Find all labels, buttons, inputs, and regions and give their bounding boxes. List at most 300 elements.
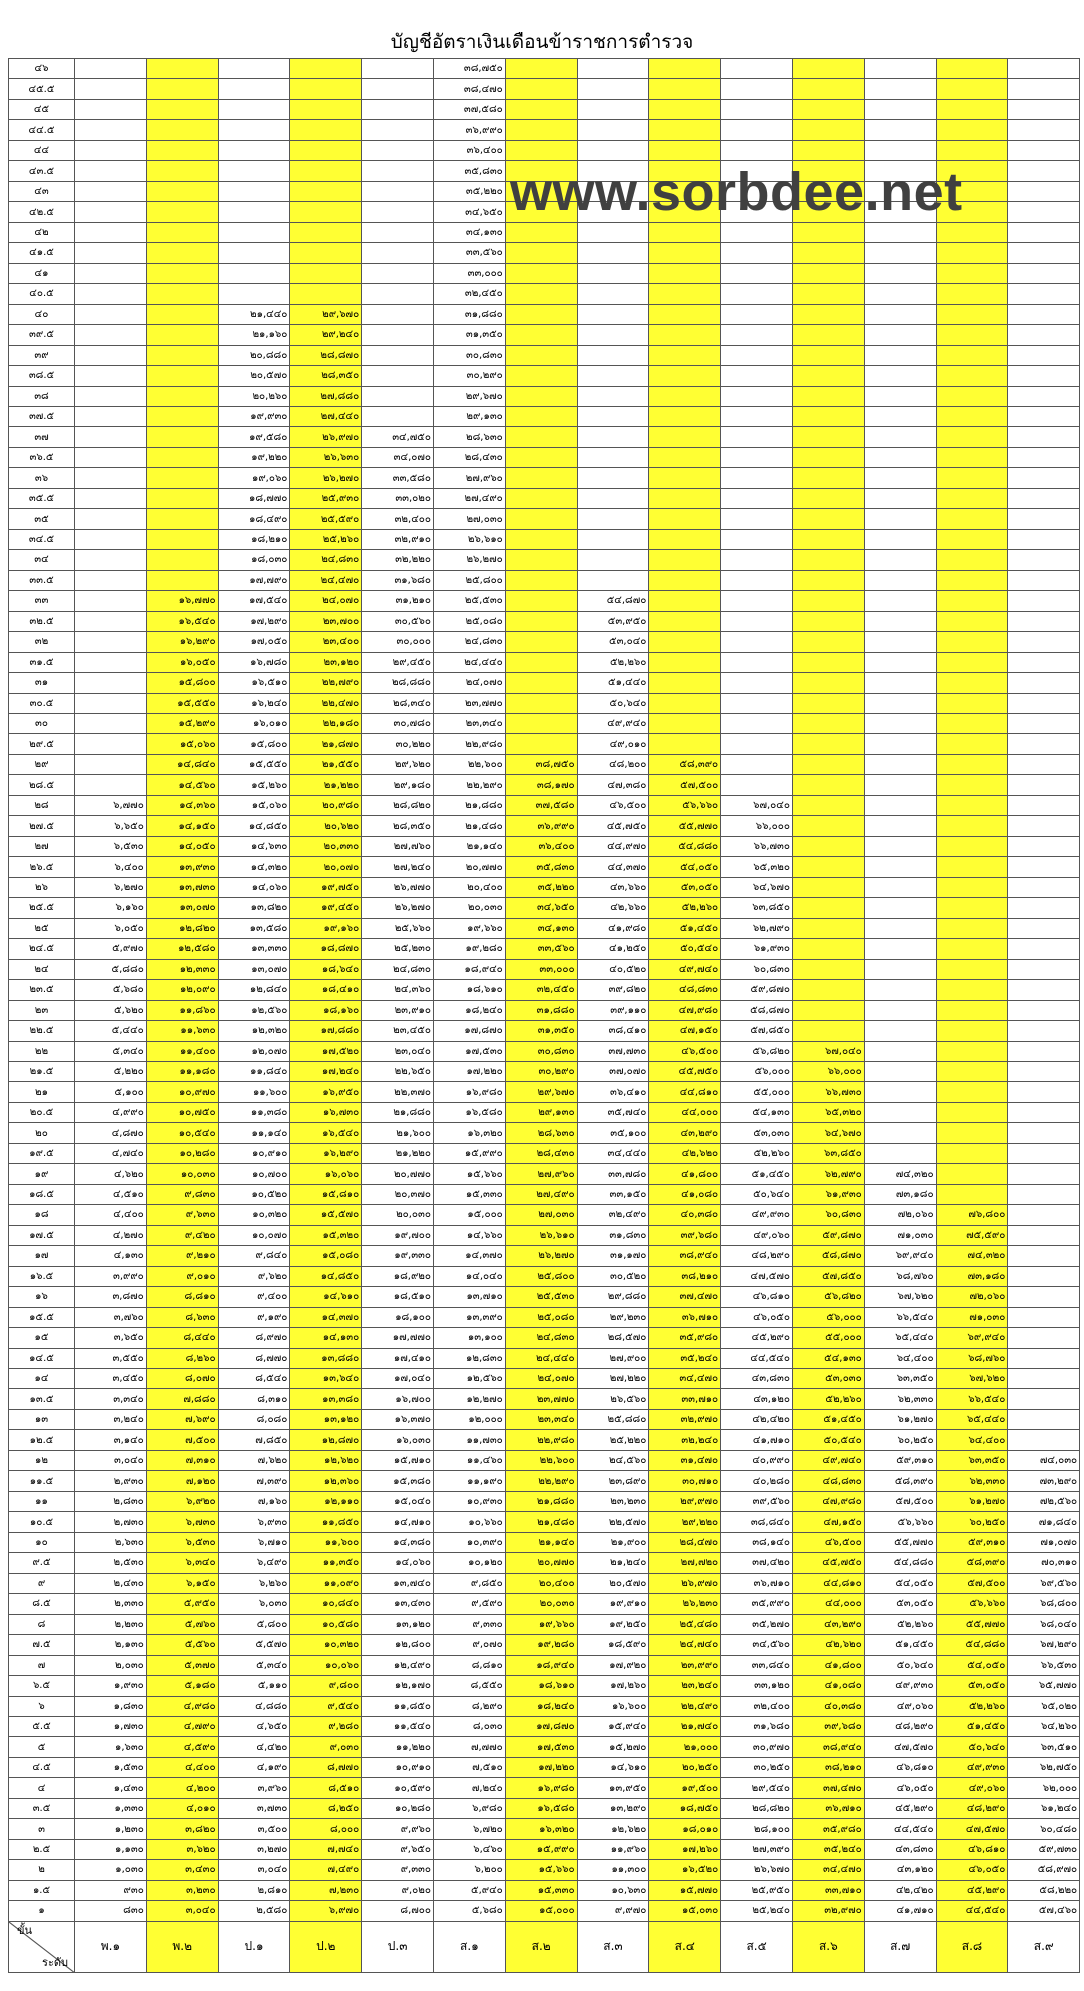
salary-cell: ๖,๗๒๐ — [433, 1819, 505, 1839]
salary-cell — [936, 1000, 1008, 1020]
salary-cell: ๑๐,๙๗๐ — [146, 1082, 218, 1102]
salary-cell — [649, 529, 721, 549]
salary-cell — [577, 386, 649, 406]
salary-cell: ๑๖,๐๑๐ — [218, 714, 290, 734]
salary-cell: ๑๕,๐๐๐ — [505, 1901, 577, 1921]
salary-cell: ๒๘,๓๕๐ — [362, 816, 434, 836]
salary-cell: ๑๒,๕๖๐ — [218, 1000, 290, 1020]
salary-cell — [936, 754, 1008, 774]
salary-cell: ๑๙,๒๕๐ — [577, 1614, 649, 1634]
step-cell: ๕ — [9, 1737, 75, 1757]
salary-cell: ๑๖,๕๑๐ — [218, 673, 290, 693]
salary-cell — [792, 120, 864, 140]
salary-cell: ๔,๘๘๐ — [218, 1696, 290, 1716]
salary-cell: ๓๖,๗๑๐ — [721, 1573, 793, 1593]
salary-cell: ๕,๖๘๐ — [433, 1901, 505, 1921]
salary-cell: ๗๒,๐๖๐ — [936, 1287, 1008, 1307]
salary-cell — [505, 79, 577, 99]
salary-cell: ๗๑,๐๓๐ — [864, 1225, 936, 1245]
salary-cell: ๓,๙๙๐ — [75, 1266, 147, 1286]
salary-cell — [577, 59, 649, 79]
salary-cell: ๓,๗๖๐ — [75, 1307, 147, 1327]
salary-cell: ๖๕,๓๒๐ — [792, 1102, 864, 1122]
salary-cell: ๑,๔๓๐ — [75, 1778, 147, 1798]
salary-cell: ๖๔,๒๖๐ — [1008, 1716, 1080, 1736]
salary-cell: ๑๕,๘๑๐ — [290, 1184, 362, 1204]
salary-cell — [721, 714, 793, 734]
salary-cell: ๔๓,๘๓๐ — [721, 1369, 793, 1389]
salary-cell — [864, 734, 936, 754]
salary-cell: ๓๑,๘๘๐ — [433, 304, 505, 324]
salary-cell: ๙,๒๑๐ — [146, 1246, 218, 1266]
salary-cell: ๓๓,๐๐๐ — [433, 263, 505, 283]
table-row — [9, 1880, 1080, 1900]
salary-cell — [146, 120, 218, 140]
step-cell: ๔๑.๕ — [9, 243, 75, 263]
salary-cell — [290, 140, 362, 160]
salary-cell — [792, 570, 864, 590]
salary-cell — [864, 714, 936, 734]
salary-cell — [864, 263, 936, 283]
salary-cell: ๖๖,๐๐๐ — [721, 816, 793, 836]
salary-cell — [936, 1123, 1008, 1143]
salary-cell: ๑๖,๐๕๐ — [146, 652, 218, 672]
table-row — [9, 1061, 1080, 1081]
salary-cell: ๑๕,๐๖๐ — [146, 734, 218, 754]
salary-cell — [721, 734, 793, 754]
salary-cell: ๕,๕๖๐ — [146, 1635, 218, 1655]
salary-cell — [1008, 1287, 1080, 1307]
salary-cell: ๓๕,๙๘๐ — [649, 1328, 721, 1348]
salary-cell: ๒๓,๙๙๐ — [649, 1655, 721, 1675]
salary-cell — [75, 570, 147, 590]
salary-cell: ๙๓๐ — [75, 1880, 147, 1900]
salary-cell: ๔๔,๓๗๐ — [577, 857, 649, 877]
salary-cell: ๓๔,๖๕๐ — [505, 898, 577, 918]
salary-cell: ๔๙,๐๖๐ — [721, 1225, 793, 1245]
salary-cell — [721, 693, 793, 713]
salary-cell: ๖,๕๓๐ — [146, 1532, 218, 1552]
salary-cell — [362, 386, 434, 406]
salary-cell: ๔๒,๔๒๐ — [721, 1409, 793, 1429]
salary-cell: ๑๓,๘๘๐ — [290, 1348, 362, 1368]
salary-cell — [1008, 939, 1080, 959]
salary-cell: ๕๒,๒๖๐ — [792, 1389, 864, 1409]
salary-cell: ๔๐,๙๙๐ — [721, 1450, 793, 1470]
salary-cell: ๗,๗๗๐ — [433, 1737, 505, 1757]
salary-cell: ๑๑,๘๕๐ — [290, 1512, 362, 1532]
step-cell: ๓ — [9, 1819, 75, 1839]
table-row — [9, 79, 1080, 99]
salary-cell: ๒๓,๐๔๐ — [362, 1041, 434, 1061]
salary-cell: ๑,๑๓๐ — [75, 1839, 147, 1859]
salary-cell: ๔๐,๓๘๐ — [649, 1205, 721, 1225]
salary-cell: ๒๘,๔๓๐ — [433, 447, 505, 467]
salary-cell — [75, 222, 147, 242]
salary-cell: ๑๖,๗๓๐ — [290, 1102, 362, 1122]
salary-cell: ๑๓,๗๓๐ — [146, 877, 218, 897]
salary-cell: ๒๘,๓๕๐ — [290, 366, 362, 386]
salary-cell — [1008, 754, 1080, 774]
salary-cell — [936, 59, 1008, 79]
salary-cell: ๑๗,๒๖๐ — [649, 1839, 721, 1859]
salary-cell — [1008, 734, 1080, 754]
step-cell: ๑๖ — [9, 1287, 75, 1307]
table-row — [9, 345, 1080, 365]
salary-cell: ๕๐,๕๔๐ — [792, 1430, 864, 1450]
salary-cell: ๑๘,๐๓๐ — [218, 550, 290, 570]
salary-cell: ๘,๘๑๐ — [433, 1655, 505, 1675]
salary-cell: ๓๔,๔๔๐ — [577, 1143, 649, 1163]
salary-cell: ๒๘,๘๒๐ — [721, 1798, 793, 1818]
salary-cell — [936, 918, 1008, 938]
salary-cell: ๑๖,๕๔๐ — [290, 1123, 362, 1143]
salary-cell: ๖๒,๗๙๐ — [721, 918, 793, 938]
salary-cell: ๑๑,๓๕๐ — [290, 1553, 362, 1573]
salary-cell — [218, 99, 290, 119]
salary-cell — [792, 181, 864, 201]
salary-cell — [577, 304, 649, 324]
salary-cell — [1008, 959, 1080, 979]
salary-cell: ๙,๓๓๐ — [362, 1860, 434, 1880]
step-cell: ๒๒.๕ — [9, 1021, 75, 1041]
salary-cell: ๑๕,๘๐๐ — [218, 734, 290, 754]
salary-cell: ๒๔,๐๗๐ — [290, 591, 362, 611]
salary-cell: ๒๑,๒๒๐ — [362, 1143, 434, 1163]
salary-cell: ๔๓,๑๒๐ — [721, 1389, 793, 1409]
salary-cell — [721, 161, 793, 181]
salary-cell — [505, 181, 577, 201]
salary-cell: ๑๙,๕๘๐ — [218, 427, 290, 447]
salary-cell — [792, 898, 864, 918]
salary-cell — [936, 1061, 1008, 1081]
salary-cell: ๔๖,๐๕๐ — [936, 1860, 1008, 1880]
salary-cell: ๑๓,๔๓๐ — [362, 1594, 434, 1614]
salary-cell — [864, 570, 936, 590]
salary-cell: ๒,๖๓๐ — [75, 1532, 147, 1552]
salary-cell — [864, 120, 936, 140]
salary-cell: ๒๗,๙๖๐ — [505, 1164, 577, 1184]
salary-cell: ๑๑,๘๕๐ — [362, 1696, 434, 1716]
salary-cell: ๔๙,๗๔๐ — [792, 1450, 864, 1470]
salary-cell — [936, 775, 1008, 795]
salary-cell — [792, 366, 864, 386]
salary-cell: ๓๘,๒๑๐ — [649, 1266, 721, 1286]
step-cell: ๒๕.๕ — [9, 898, 75, 918]
salary-cell: ๑,๙๓๐ — [75, 1676, 147, 1696]
salary-cell: ๔๔,๘๑๐ — [649, 1082, 721, 1102]
salary-cell: ๑๓,๑๒๐ — [362, 1614, 434, 1634]
salary-cell — [721, 529, 793, 549]
salary-cell: ๖,๙๒๐ — [146, 1491, 218, 1511]
salary-cell: ๒๖,๒๗๐ — [362, 898, 434, 918]
table-row — [9, 1348, 1080, 1368]
step-cell: ๑๐.๕ — [9, 1512, 75, 1532]
salary-cell: ๑๐,๐๗๐ — [218, 1225, 290, 1245]
salary-cell — [936, 939, 1008, 959]
salary-cell: ๒๑,๘๘๐ — [505, 1491, 577, 1511]
step-cell: ๑๘.๕ — [9, 1184, 75, 1204]
salary-cell — [936, 1143, 1008, 1163]
salary-cell: ๒,๒๓๐ — [75, 1614, 147, 1634]
salary-cell: ๒๕,๒๓๐ — [362, 939, 434, 959]
table-row — [9, 406, 1080, 426]
column-header: ส.๙ — [1008, 1921, 1080, 1972]
step-cell: ๒๖ — [9, 877, 75, 897]
salary-cell — [75, 550, 147, 570]
step-cell: ๓๙ — [9, 345, 75, 365]
salary-cell — [649, 79, 721, 99]
table-row — [9, 222, 1080, 242]
step-cell: ๔๐.๕ — [9, 284, 75, 304]
step-cell: ๗.๕ — [9, 1635, 75, 1655]
salary-cell: ๑๔,๓๘๐ — [362, 1532, 434, 1552]
salary-cell — [649, 673, 721, 693]
table-row — [9, 284, 1080, 304]
salary-cell: ๕๖,๖๖๐ — [649, 795, 721, 815]
salary-cell: ๒๑,๒๔๐ — [577, 1553, 649, 1573]
table-row — [9, 939, 1080, 959]
salary-cell — [1008, 243, 1080, 263]
salary-cell: ๑๕,๙๙๐ — [505, 1839, 577, 1859]
salary-cell: ๓๕,๘๓๐ — [433, 161, 505, 181]
salary-cell: ๒,๔๓๐ — [75, 1573, 147, 1593]
salary-cell: ๓๐,๒๕๐ — [721, 1757, 793, 1777]
salary-cell — [1008, 1389, 1080, 1409]
salary-cell — [721, 243, 793, 263]
salary-cell — [577, 120, 649, 140]
salary-cell — [1008, 1164, 1080, 1184]
salary-cell: ๓๗,๗๓๐ — [577, 1041, 649, 1061]
salary-cell — [721, 79, 793, 99]
salary-cell — [936, 591, 1008, 611]
salary-cell — [1008, 775, 1080, 795]
salary-cell: ๔๗,๕๗๐ — [721, 1266, 793, 1286]
salary-cell — [792, 816, 864, 836]
salary-cell: ๓๔,๑๓๐ — [433, 222, 505, 242]
salary-cell: ๒๗,๙๖๐ — [433, 468, 505, 488]
salary-cell: ๖๗,๐๔๐ — [721, 795, 793, 815]
salary-cell: ๑๓,๖๔๐ — [290, 1369, 362, 1389]
step-cell: ๔๒.๕ — [9, 202, 75, 222]
salary-cell — [75, 386, 147, 406]
salary-cell — [1008, 140, 1080, 160]
salary-cell: ๑๒,๒๗๐ — [433, 1389, 505, 1409]
salary-cell: ๕๗,๘๕๐ — [792, 1266, 864, 1286]
salary-cell: ๒๐,๐๓๐ — [505, 1594, 577, 1614]
salary-cell: ๑๒,๖๒๐ — [290, 1450, 362, 1470]
salary-cell — [362, 202, 434, 222]
salary-cell — [792, 345, 864, 365]
salary-cell: ๑๔,๕๖๐ — [146, 775, 218, 795]
step-cell: ๒ — [9, 1860, 75, 1880]
salary-cell: ๖๘,๐๔๐ — [1008, 1614, 1080, 1634]
salary-cell: ๓๒,๔๕๐ — [505, 980, 577, 1000]
salary-cell — [649, 406, 721, 426]
salary-cell: ๑๘,๖๔๐ — [290, 959, 362, 979]
salary-cell: ๑๖,๒๙๐ — [146, 632, 218, 652]
salary-cell: ๒,๓๓๐ — [75, 1594, 147, 1614]
salary-cell — [1008, 99, 1080, 119]
salary-cell: ๕๐,๕๔๐ — [649, 939, 721, 959]
salary-cell: ๔๘,๘๓๐ — [649, 980, 721, 1000]
table-row — [9, 1143, 1080, 1163]
salary-cell: ๕๑,๔๕๐ — [864, 1635, 936, 1655]
salary-cell: ๕,๙๗๐ — [75, 939, 147, 959]
salary-cell: ๙,๘๔๐ — [218, 1246, 290, 1266]
step-cell: ๓๑.๕ — [9, 652, 75, 672]
salary-cell: ๑๙,๕๐๐ — [649, 1778, 721, 1798]
salary-cell: ๑๘,๒๔๐ — [433, 1000, 505, 1020]
salary-cell: ๕๗,๔๖๐ — [1008, 1901, 1080, 1921]
salary-cell: ๑๖,๖๐๐ — [577, 1696, 649, 1716]
salary-cell — [792, 775, 864, 795]
table-row — [9, 1696, 1080, 1716]
salary-cell — [362, 59, 434, 79]
salary-cell: ๔๔,๕๔๐ — [936, 1901, 1008, 1921]
salary-cell: ๑๑,๖๐๐ — [290, 1532, 362, 1552]
salary-cell — [1008, 366, 1080, 386]
salary-cell: ๕๓,๐๕๐ — [936, 1676, 1008, 1696]
salary-cell: ๒๖,๒๗๐ — [433, 550, 505, 570]
salary-cell: ๓๖,๔๑๐ — [577, 1082, 649, 1102]
step-cell: ๑๙ — [9, 1164, 75, 1184]
step-cell: ๑๔.๕ — [9, 1348, 75, 1368]
salary-cell — [936, 693, 1008, 713]
salary-cell: ๕๐,๖๔๐ — [936, 1737, 1008, 1757]
salary-cell — [1008, 79, 1080, 99]
salary-cell — [146, 161, 218, 181]
salary-cell — [1008, 1225, 1080, 1245]
salary-cell: ๕๖,๖๖๐ — [864, 1512, 936, 1532]
salary-cell: ๑๙,๒๘๐ — [433, 939, 505, 959]
table-row — [9, 1594, 1080, 1614]
salary-cell — [1008, 304, 1080, 324]
salary-cell — [721, 611, 793, 631]
salary-cell: ๑๐,๐๓๐ — [146, 1164, 218, 1184]
salary-cell: ๒๗,๔๔๐ — [290, 406, 362, 426]
salary-cell — [936, 1184, 1008, 1204]
salary-cell: ๓๐,๐๐๐ — [362, 632, 434, 652]
salary-cell — [1008, 714, 1080, 734]
salary-cell: ๓๖,๙๙๐ — [433, 120, 505, 140]
salary-cell: ๓๘,๙๔๐ — [792, 1737, 864, 1757]
salary-cell: ๓๘,๔๑๐ — [577, 1021, 649, 1041]
salary-cell: ๖,๔๖๐ — [433, 1839, 505, 1859]
salary-cell: ๒๓,๗๗๐ — [505, 1389, 577, 1409]
salary-cell: ๔๗,๙๘๐ — [649, 1000, 721, 1020]
salary-cell — [146, 509, 218, 529]
table-row — [9, 714, 1080, 734]
salary-cell — [577, 263, 649, 283]
step-cell: ๔๕.๕ — [9, 79, 75, 99]
salary-cell: ๑๒,๑๑๐ — [290, 1491, 362, 1511]
salary-cell — [290, 59, 362, 79]
salary-cell — [936, 570, 1008, 590]
salary-cell: ๑๑,๘๖๐ — [146, 1000, 218, 1020]
salary-cell: ๑๗,๒๒๐ — [433, 1061, 505, 1081]
salary-cell: ๔๑,๗๑๐ — [864, 1901, 936, 1921]
salary-cell: ๑๕,๒๗๐ — [577, 1737, 649, 1757]
salary-cell — [936, 263, 1008, 283]
salary-cell — [505, 468, 577, 488]
salary-cell: ๓๐,๘๓๐ — [433, 345, 505, 365]
salary-cell: ๑๐,๗๐๐ — [218, 1164, 290, 1184]
salary-cell: ๑๗,๗๗๐ — [362, 1328, 434, 1348]
salary-cell — [1008, 181, 1080, 201]
salary-cell — [1008, 693, 1080, 713]
salary-cell — [864, 1041, 936, 1061]
table-row — [9, 775, 1080, 795]
salary-cell — [936, 734, 1008, 754]
salary-cell: ๒๕,๕๙๐ — [290, 509, 362, 529]
salary-cell: ๑๕,๖๖๐ — [433, 1164, 505, 1184]
salary-cell — [864, 1123, 936, 1143]
salary-cell: ๒๙,๘๘๐ — [577, 1287, 649, 1307]
salary-cell: ๒๗,๐๓๐ — [433, 509, 505, 529]
salary-cell: ๒๙,๔๕๐ — [362, 652, 434, 672]
salary-cell: ๗,๖๙๐ — [146, 1409, 218, 1429]
salary-cell: ๔,๕๑๐ — [75, 1184, 147, 1204]
salary-cell — [649, 222, 721, 242]
salary-cell — [75, 652, 147, 672]
salary-cell: ๕,๑๑๐ — [218, 1676, 290, 1696]
salary-cell — [1008, 632, 1080, 652]
salary-cell — [75, 79, 147, 99]
salary-cell — [792, 161, 864, 181]
step-cell: ๑๘ — [9, 1205, 75, 1225]
salary-cell — [505, 488, 577, 508]
salary-cell — [1008, 427, 1080, 447]
salary-cell — [792, 632, 864, 652]
salary-cell — [218, 59, 290, 79]
salary-cell: ๓๔,๗๕๐ — [362, 427, 434, 447]
salary-cell — [75, 304, 147, 324]
salary-cell — [864, 959, 936, 979]
salary-cell — [362, 181, 434, 201]
salary-cell: ๑๗,๔๑๐ — [362, 1348, 434, 1368]
salary-cell: ๑๘,๒๔๐ — [505, 1696, 577, 1716]
table-row — [9, 140, 1080, 160]
salary-cell: ๑๐,๒๘๐ — [362, 1798, 434, 1818]
salary-cell — [792, 140, 864, 160]
salary-cell — [936, 857, 1008, 877]
salary-cell — [75, 529, 147, 549]
table-row — [9, 325, 1080, 345]
salary-cell: ๔๑,๘๐๐ — [792, 1655, 864, 1675]
salary-cell: ๔๔,๐๐๐ — [792, 1594, 864, 1614]
salary-cell: ๓๐,๒๒๐ — [362, 734, 434, 754]
step-cell: ๒๙.๕ — [9, 734, 75, 754]
salary-cell: ๔๕,๒๙๐ — [721, 1328, 793, 1348]
table-row — [9, 693, 1080, 713]
salary-cell — [721, 632, 793, 652]
salary-cell: ๕,๗๖๐ — [146, 1614, 218, 1634]
salary-cell — [577, 509, 649, 529]
table-row — [9, 1328, 1080, 1348]
salary-cell — [146, 550, 218, 570]
salary-cell: ๓๕,๗๔๐ — [577, 1102, 649, 1122]
salary-cell: ๒๑,๗๔๐ — [649, 1716, 721, 1736]
salary-cell: ๕๓,๐๓๐ — [792, 1369, 864, 1389]
salary-cell — [792, 939, 864, 959]
table-row — [9, 1512, 1080, 1532]
salary-cell: ๓๔,๔๗๐ — [792, 1860, 864, 1880]
salary-cell — [505, 284, 577, 304]
salary-cell — [864, 898, 936, 918]
salary-cell — [146, 140, 218, 160]
salary-cell — [649, 263, 721, 283]
